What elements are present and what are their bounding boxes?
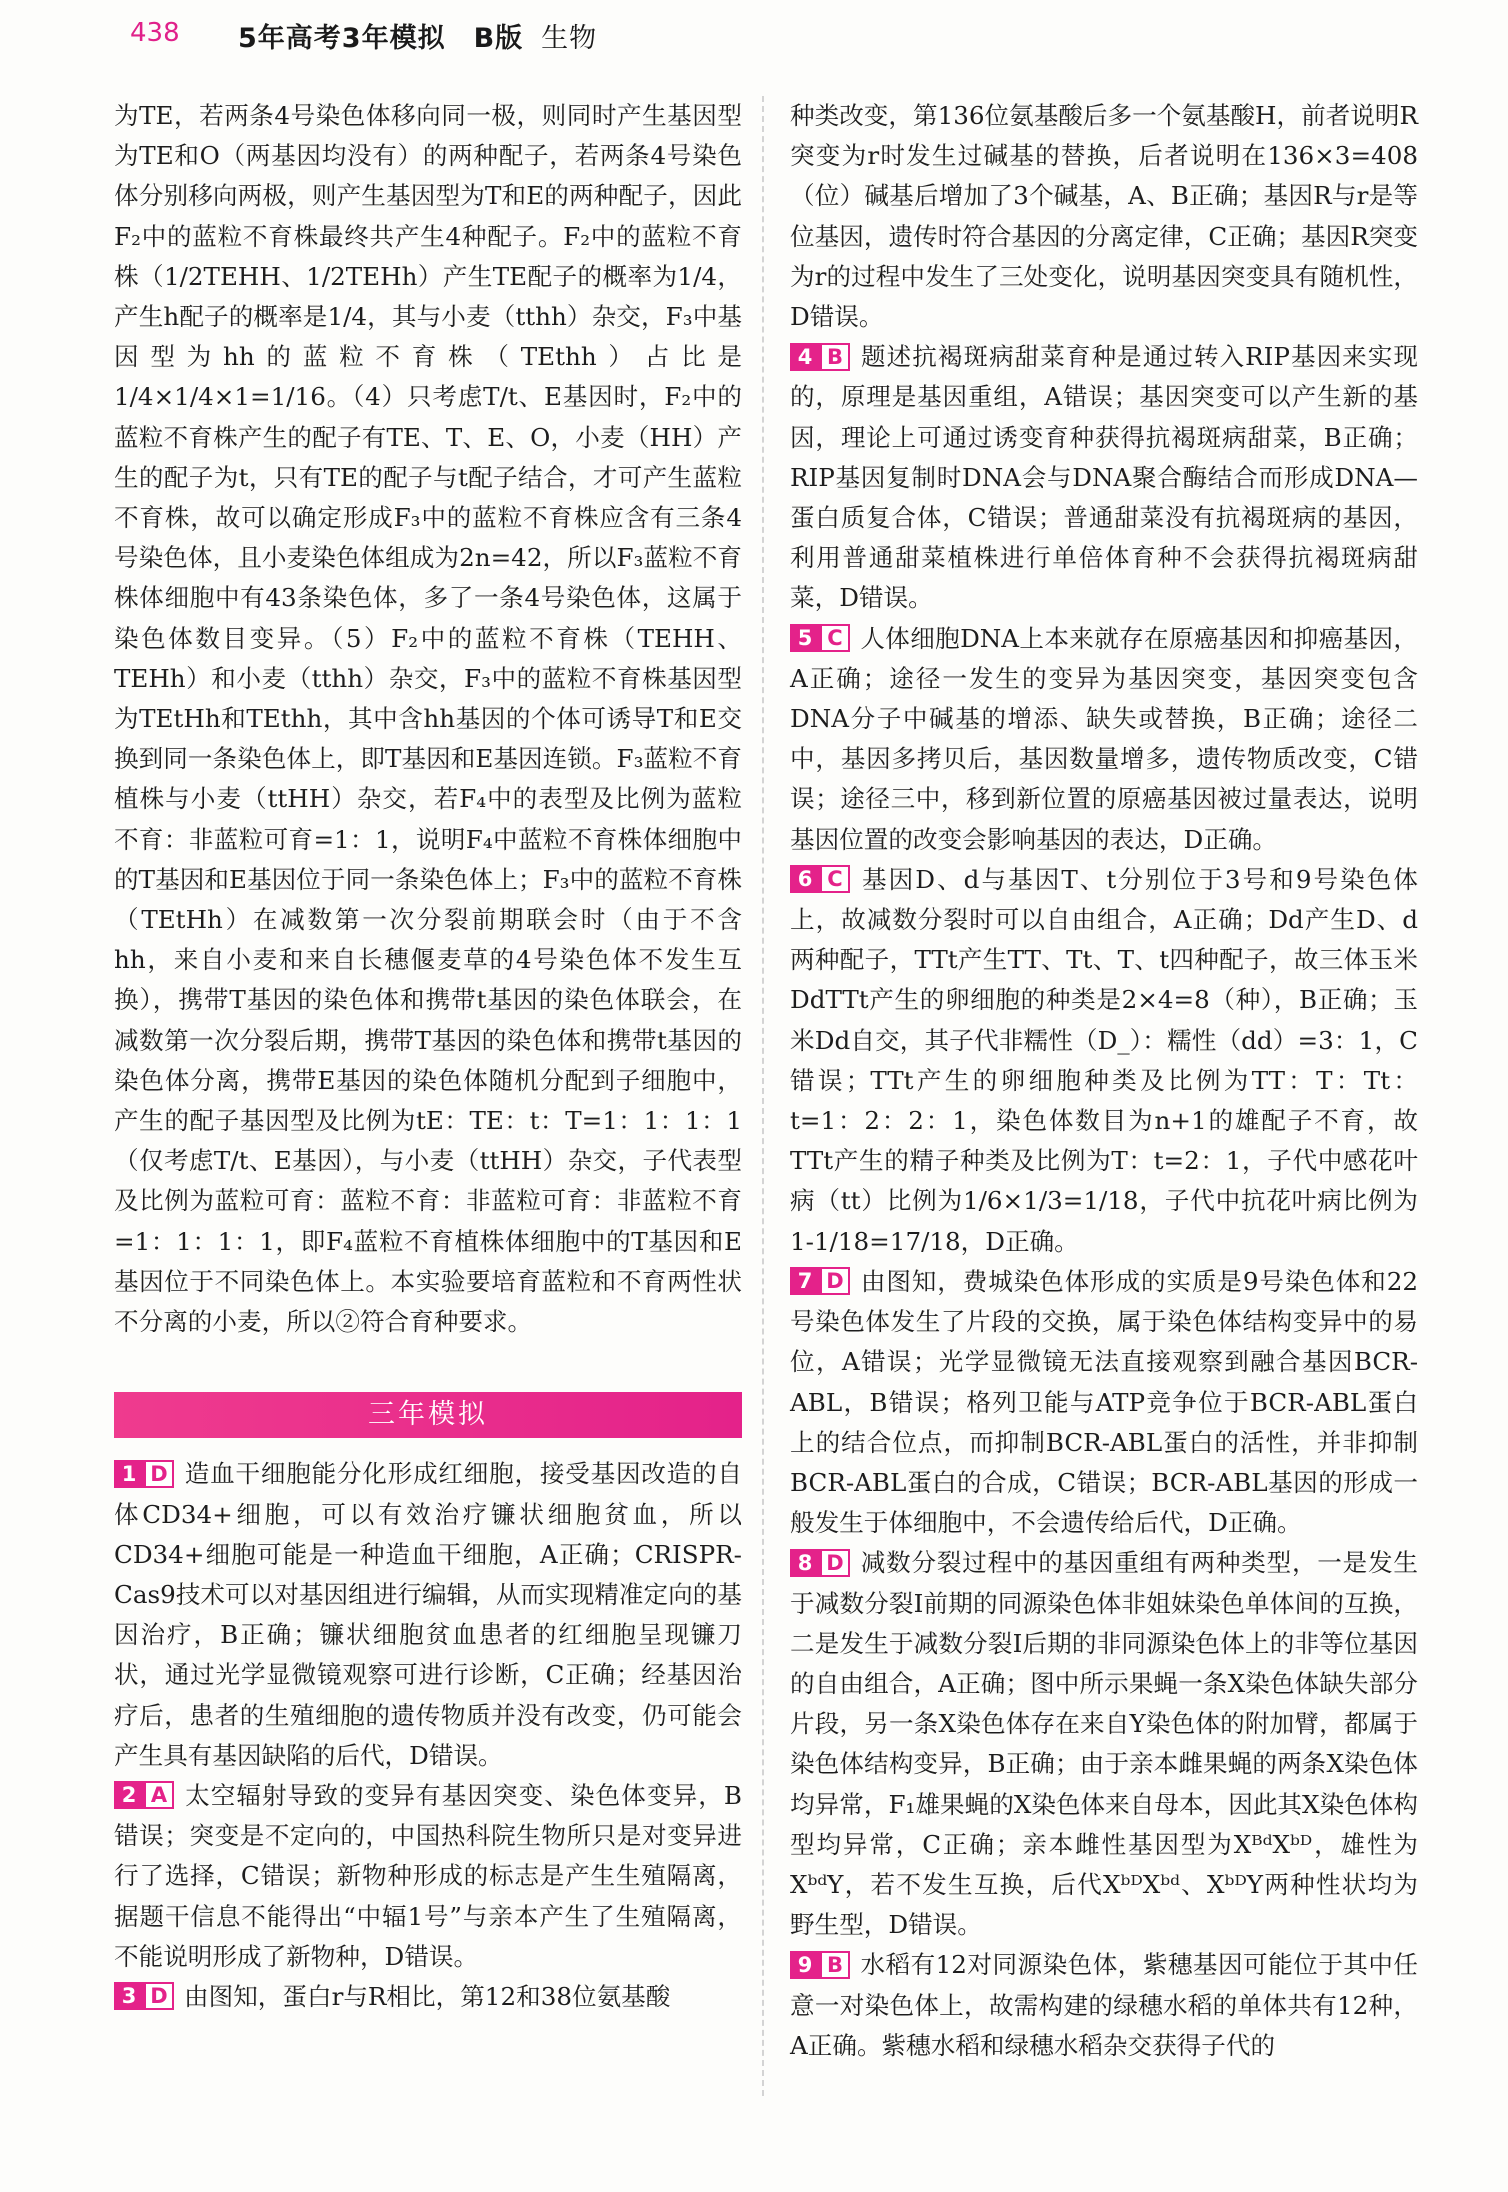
answer-item-6	[790, 860, 1418, 1262]
continued-explanation: 为TE，若两条4号染色体移向同一极，则同时产生基因型为TE和O（两基因均没有）的两种配子，若两条4号染色体分别移向两极，则产生基因型为T和E的两种配子，因此F₂中的蓝粒不育株最终共产生4种配子。F₂中的蓝粒不育株（1/2TEHH、1/2TEHh）产生TE配子的概率为1/4，产生h配子的概率是1/4，其与小麦（tthh）杂交，F₃中基因型为hh的蓝粒不育株（TEthh）占比是1/4×1/4×1=1/16。（4）只考虑T/t、E基因时，F₂中的蓝粒不育株产生的配子有TE、T、E、O，小麦（HH）产生的配子为t，只有TE的配子与t配子结合，才可产生蓝粒不育株，故可以确定形成F₃中的蓝粒不育株应含有三条4号染色体，且小麦染色体组成为2n=42，所以F₃蓝粒不育株体细胞中有43条染色体，多了一条4号染色体，这属于染色体数目变异。（5）F₂中的蓝粒不育株（TEHH、TEHh）和小麦（tthh）杂交，F₃中的蓝粒不育株基因型为TEtHh和TEthh，其中含hh基因的个体可诱导T和E交换到同一条染色体上，即T基因和E基因连锁。F₃蓝粒不育植株与小麦（ttHH）杂交，若F₄中的表型及比例为蓝粒不育：非蓝粒可育=1：1，说明F₄中蓝粒不育株体细胞中的T基因和E基因位于同一条染色体上；F₃中的蓝粒不育株（TEtHh）在减数第一次分裂前期联会时（由于不含hh，来自小麦和来自长穗偃麦草的4号染色体不发生互换），携带T基因的染色体和携带t基因的染色体联会，在减数第一次分裂后期，携带T基因的染色体和携带t基因的染色体分离，携带E基因的染色体随机分配到子细胞中，产生的配子基因型及比例为tE：TE：t：T=1：1：1：1（仅考虑T/t、E基因），与小麦（ttHH）杂交，子代表型及比例为蓝粒可育：蓝粒不育：非蓝粒可育：非蓝粒不育=1：1：1：1，即F₄蓝粒不育植株体细胞中的T基因和E基因位于不同染色体上。本实验要培育蓝粒和不育两性状不分离的小麦，所以②符合育种要求。	[114, 101, 742, 1337]
page-number: 438	[130, 18, 180, 48]
answer-item-3-continued	[790, 96, 1418, 337]
question-number: 7	[790, 1267, 820, 1295]
answer-letter: D	[820, 1549, 850, 1577]
answer-item-1	[114, 1454, 742, 1776]
answer-badge	[114, 1982, 174, 2010]
answer-badge	[114, 1781, 174, 1809]
book-title	[238, 16, 597, 55]
answer-badge	[790, 624, 850, 652]
answer-item-7	[790, 1262, 1418, 1543]
page-header	[0, 0, 1508, 80]
right-column	[790, 96, 1418, 2066]
answer-letter: D	[820, 1267, 850, 1295]
answer-letter: B	[820, 1951, 850, 1979]
section-banner-three-year-mock: 三年模拟	[114, 1392, 742, 1438]
answer-item-9	[790, 1945, 1418, 2066]
answer-letter: B	[820, 343, 850, 371]
answer-explanation: 题述抗褐斑病甜菜育种是通过转入RIP基因来实现的，原理是基因重组，A错误；基因突变可以产生新的基因，理论上可通过诱变育种获得抗褐斑病甜菜，B正确；RIP基因复制时DNA会与DNA聚合酶结合而形成DNA—蛋白质复合体，C错误；普通甜菜没有抗褐斑病的基因，利用普通甜菜植株进行单倍体育种不会获得抗褐斑病甜菜，D错误。	[790, 342, 1418, 613]
answer-badge	[790, 1267, 850, 1295]
answer-letter: D	[144, 1982, 174, 2010]
subject-label: 生物	[541, 23, 598, 54]
answer-badge	[790, 343, 850, 371]
left-column	[114, 96, 742, 2017]
question-number: 9	[790, 1951, 820, 1979]
question-number: 3	[114, 1982, 144, 2010]
answer-explanation: 造血干细胞能分化形成红细胞，接受基因改造的自体CD34+细胞，可以有效治疗镰状细胞贫血，所以CD34+细胞可能是一种造血干细胞，A正确；CRISPR-Cas9技术可以对基因组进行编辑，从而实现精准定向的基因治疗，B正确；镰状细胞贫血患者的红细胞呈现镰刀状，通过光学显微镜观察可进行诊断，C正确；经基因治疗后，患者的生殖细胞的遗传物质并没有改变，仍可能会产生具有基因缺陷的后代，D错误。	[114, 1459, 742, 1770]
question-number: 2	[114, 1781, 144, 1809]
answer-explanation: 太空辐射导致的变异有基因突变、染色体变异，B错误；突变是不定向的，中国热科院生物所只是对变异进行了选择，C错误；新物种形成的标志是产生生殖隔离，据题干信息不能得出“中辐1号”与亲本产生了生殖隔离，不能说明形成了新物种，D错误。	[114, 1780, 742, 1971]
question-number: 4	[790, 343, 820, 371]
question-number: 5	[790, 624, 820, 652]
answer-explanation: 由图知，费城染色体形成的实质是9号染色体和22号染色体发生了片段的交换，属于染色体结构变异中的易位，A错误；光学显微镜无法直接观察到融合基因BCR-ABL，B错误；格列卫能与ATP竞争位于BCR-ABL蛋白上的结合位点，而抑制BCR-ABL蛋白的活性，并非抑制BCR-ABL蛋白的合成，C错误；BCR-ABL基因的形成一般发生于体细胞中，不会遗传给后代，D正确。	[790, 1266, 1418, 1538]
answer-badge	[114, 1460, 174, 1488]
answer-badge	[790, 1951, 850, 1979]
answer-explanation: 人体细胞DNA上本来就存在原癌基因和抑癌基因，A正确；途径一发生的变异为基因突变，基因突变包含DNA分子中碱基的增添、缺失或替换，B正确；途径二中，基因多拷贝后，基因数量增多，遗传物质改变，C错误；途径三中，移到新位置的原癌基因被过量表达，说明基因位置的改变会影响基因的表达，D正确。	[790, 623, 1418, 854]
answer-explanation: 基因D、d与基因T、t分别位于3号和9号染色体上，故减数分裂时可以自由组合，A正确；Dd产生D、d两种配子，TTt产生TT、Tt、T、t四种配子，故三体玉米DdTTt产生的卵细胞的种类是2×4=8（种），B正确；玉米Dd自交，其子代非糯性（D_）：糯性（dd）=3：1，C错误；TTt产生的卵细胞种类及比例为TT：T：Tt：t=1：2：2：1，染色体数目为n+1的雄配子不育，故TTt产生的精子种类及比例为T：t=2：1，子代中感花叶病（tt）比例为1/6×1/3=1/18，子代中抗花叶病比例为1-1/18=17/18，D正确。	[790, 864, 1418, 1256]
answer-item-8	[790, 1543, 1418, 1945]
question-number: 8	[790, 1549, 820, 1577]
question-number: 1	[114, 1460, 144, 1488]
answer-badge	[790, 865, 850, 893]
answer-item-5	[790, 619, 1418, 860]
question-number: 6	[790, 865, 820, 893]
book-title-text: 5年高考3年模拟 B版	[238, 23, 524, 54]
answer-item-2	[114, 1776, 742, 1977]
answer-letter: C	[820, 865, 850, 893]
answer-letter: D	[144, 1460, 174, 1488]
answer-item-3	[114, 1977, 742, 2017]
answer-explanation-part1: 由图知，蛋白r与R相比，第12和38位氨基酸	[184, 1981, 671, 2011]
column-divider	[762, 96, 764, 2096]
answer-letter: C	[820, 624, 850, 652]
answer-item-4	[790, 337, 1418, 618]
answer-letter: A	[144, 1781, 174, 1809]
answer-explanation: 水稻有12对同源染色体，紫穗基因可能位于其中任意一对染色体上，故需构建的绿穗水稻的单体共有12种，A正确。紫穗水稻和绿穗水稻杂交获得子代的	[790, 1950, 1418, 2060]
answer-explanation-part2: 种类改变，第136位氨基酸后多一个氨基酸H，前者说明R突变为r时发生过碱基的替换，后者说明在136×3=408（位）碱基后增加了3个碱基，A、B正确；基因R与r是等位基因，遗传时符合基因的分离定律，C正确；基因R突变为r的过程中发生了三处变化，说明基因突变具有随机性，D错误。	[790, 101, 1418, 332]
answer-explanation: 减数分裂过程中的基因重组有两种类型，一是发生于减数分裂Ⅰ前期的同源染色体非姐妹染色单体间的互换，二是发生于减数分裂Ⅰ后期的非同源染色体上的非等位基因的自由组合，A正确；图中所示果蝇一条X染色体缺失部分片段，另一条X染色体存在来自Y染色体的附加臂，都属于染色体结构变异，B正确；由于亲本雌果蝇的两条X染色体均异常，F₁雄果蝇的X染色体来自母本，因此其X染色体构型均异常，C正确；亲本雌性基因型为XᴮᵈXᵇᴰ，雄性为XᵇᵈY，若不发生互换，后代XᵇᴰXᵇᵈ、XᵇᴰY两种性状均为野生型，D错误。	[790, 1548, 1418, 1940]
answer-badge	[790, 1549, 850, 1577]
